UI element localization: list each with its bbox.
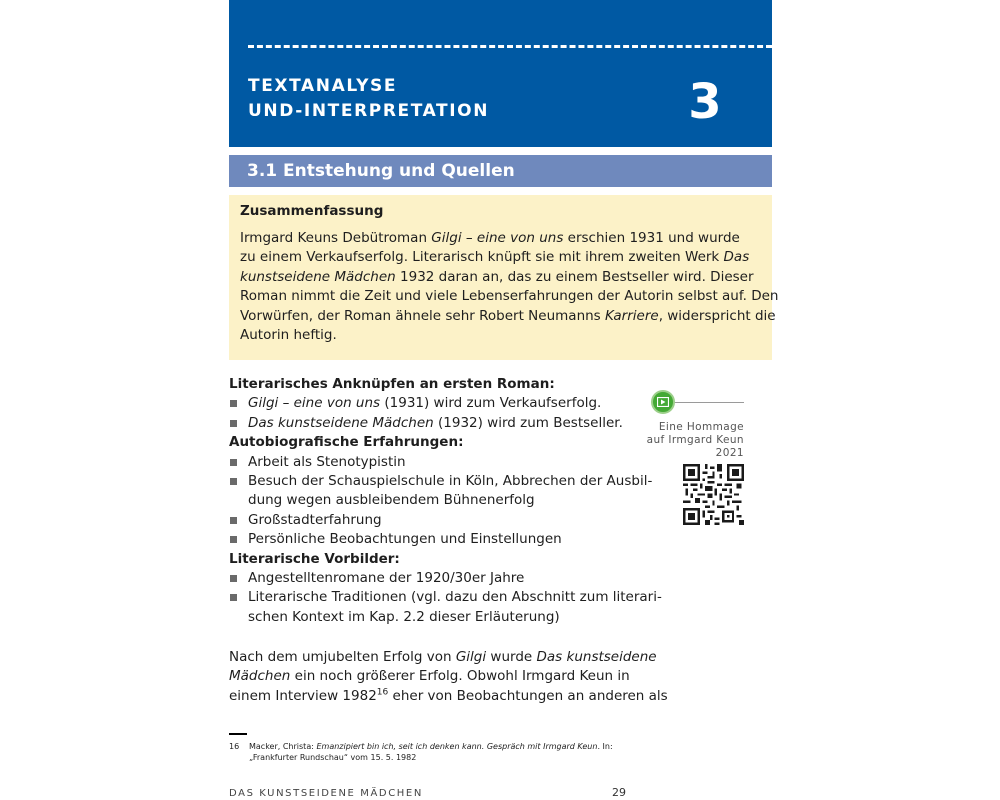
list-item: Gilgi – eine von uns (1931) wird zum Verkaufserfolg. bbox=[229, 394, 649, 413]
list-item: Literarische Traditionen (vgl. dazu den Abschnitt zum literari- schen Kontext im Kap. 2.2 dieser Erläuterung) bbox=[229, 588, 649, 627]
list-item: Angestelltenromane der 1920/30er Jahre bbox=[229, 569, 649, 588]
page-number: 29 bbox=[612, 786, 626, 799]
section-title: 3.1 Entstehung und Quellen bbox=[247, 161, 515, 181]
chapter-title-line2: UND-INTERPRETATION bbox=[248, 101, 490, 121]
overview-list bbox=[229, 375, 662, 627]
media-divider bbox=[668, 402, 744, 403]
list-heading: Literarisches Anknüpfen an ersten Roman: bbox=[229, 376, 555, 392]
list-item: Arbeit als Stenotypistin bbox=[229, 453, 649, 472]
qr-code-icon[interactable] bbox=[683, 464, 744, 525]
footnote-ref[interactable]: 16 bbox=[376, 687, 389, 698]
footnote-rule bbox=[229, 733, 247, 735]
video-play-icon[interactable] bbox=[651, 390, 675, 414]
chapter-title-line1: TEXTANALYSE bbox=[248, 76, 398, 96]
list-heading: Autobiografische Erfahrungen: bbox=[229, 434, 464, 451]
body-line: Nach dem umjubelten Erfolg von Gilgi wurde Das kunstseidene bbox=[229, 649, 657, 665]
media-caption: Eine Hommage auf Irmgard Keun 2021 bbox=[646, 421, 744, 459]
summary-line: kunstseidene Mädchen 1932 daran an, das zu einem Bestseller wird. Dieser bbox=[240, 268, 754, 285]
footnote: 16 Macker, Christa: Emanzipiert bin ich, seit ich denken kann. Gespräch mit Irmgard Keun. In: „Frankfurter Rundschau“ vom 15. 5. 1982 bbox=[229, 742, 613, 762]
body-paragraph bbox=[229, 648, 668, 706]
summary-line: Irmgard Keuns Debütroman Gilgi – eine von uns erschien 1931 und wurde bbox=[240, 230, 740, 246]
header-dashed-line bbox=[248, 45, 772, 48]
chapter-number: 3 bbox=[688, 74, 722, 130]
summary-line: zu einem Verkaufserfolg. Literarisch knüpft sie mit ihrem zweiten Werk Das bbox=[240, 249, 750, 266]
list-heading: Literarische Vorbilder: bbox=[229, 550, 400, 567]
body-line: Mädchen ein noch größerer Erfolg. Obwohl Irmgard Keun in bbox=[229, 668, 630, 685]
summary-line: Autorin heftig. bbox=[240, 327, 337, 344]
footnote-number: 16 bbox=[229, 742, 240, 751]
body-line: einem Interview 1982$^{16}$ eher von Beobachtungen an anderen als bbox=[229, 687, 668, 704]
chapter-title bbox=[248, 74, 608, 124]
summary-heading: Zusammenfassung bbox=[240, 203, 384, 219]
running-footer-title: DAS KUNSTSEIDENE MÄDCHEN bbox=[229, 788, 423, 799]
list-item: Besuch der Schauspielschule in Köln, Abbrechen der Ausbil- dung wegen ausbleibendem Bühnenerfolg bbox=[229, 472, 649, 511]
summary-text bbox=[240, 229, 779, 345]
summary-line: Roman nimmt die Zeit und viele Lebenserfahrungen der Autorin selbst auf. Den bbox=[240, 288, 779, 305]
list-item: Persönliche Beobachtungen und Einstellungen bbox=[229, 530, 649, 549]
list-item: Das kunstseidene Mädchen (1932) wird zum Bestseller. bbox=[229, 414, 649, 433]
summary-line: Vorwürfen, der Roman ähnele sehr Robert Neumanns Karriere, widerspricht die bbox=[240, 307, 776, 324]
list-item: Großstadterfahrung bbox=[229, 511, 649, 530]
